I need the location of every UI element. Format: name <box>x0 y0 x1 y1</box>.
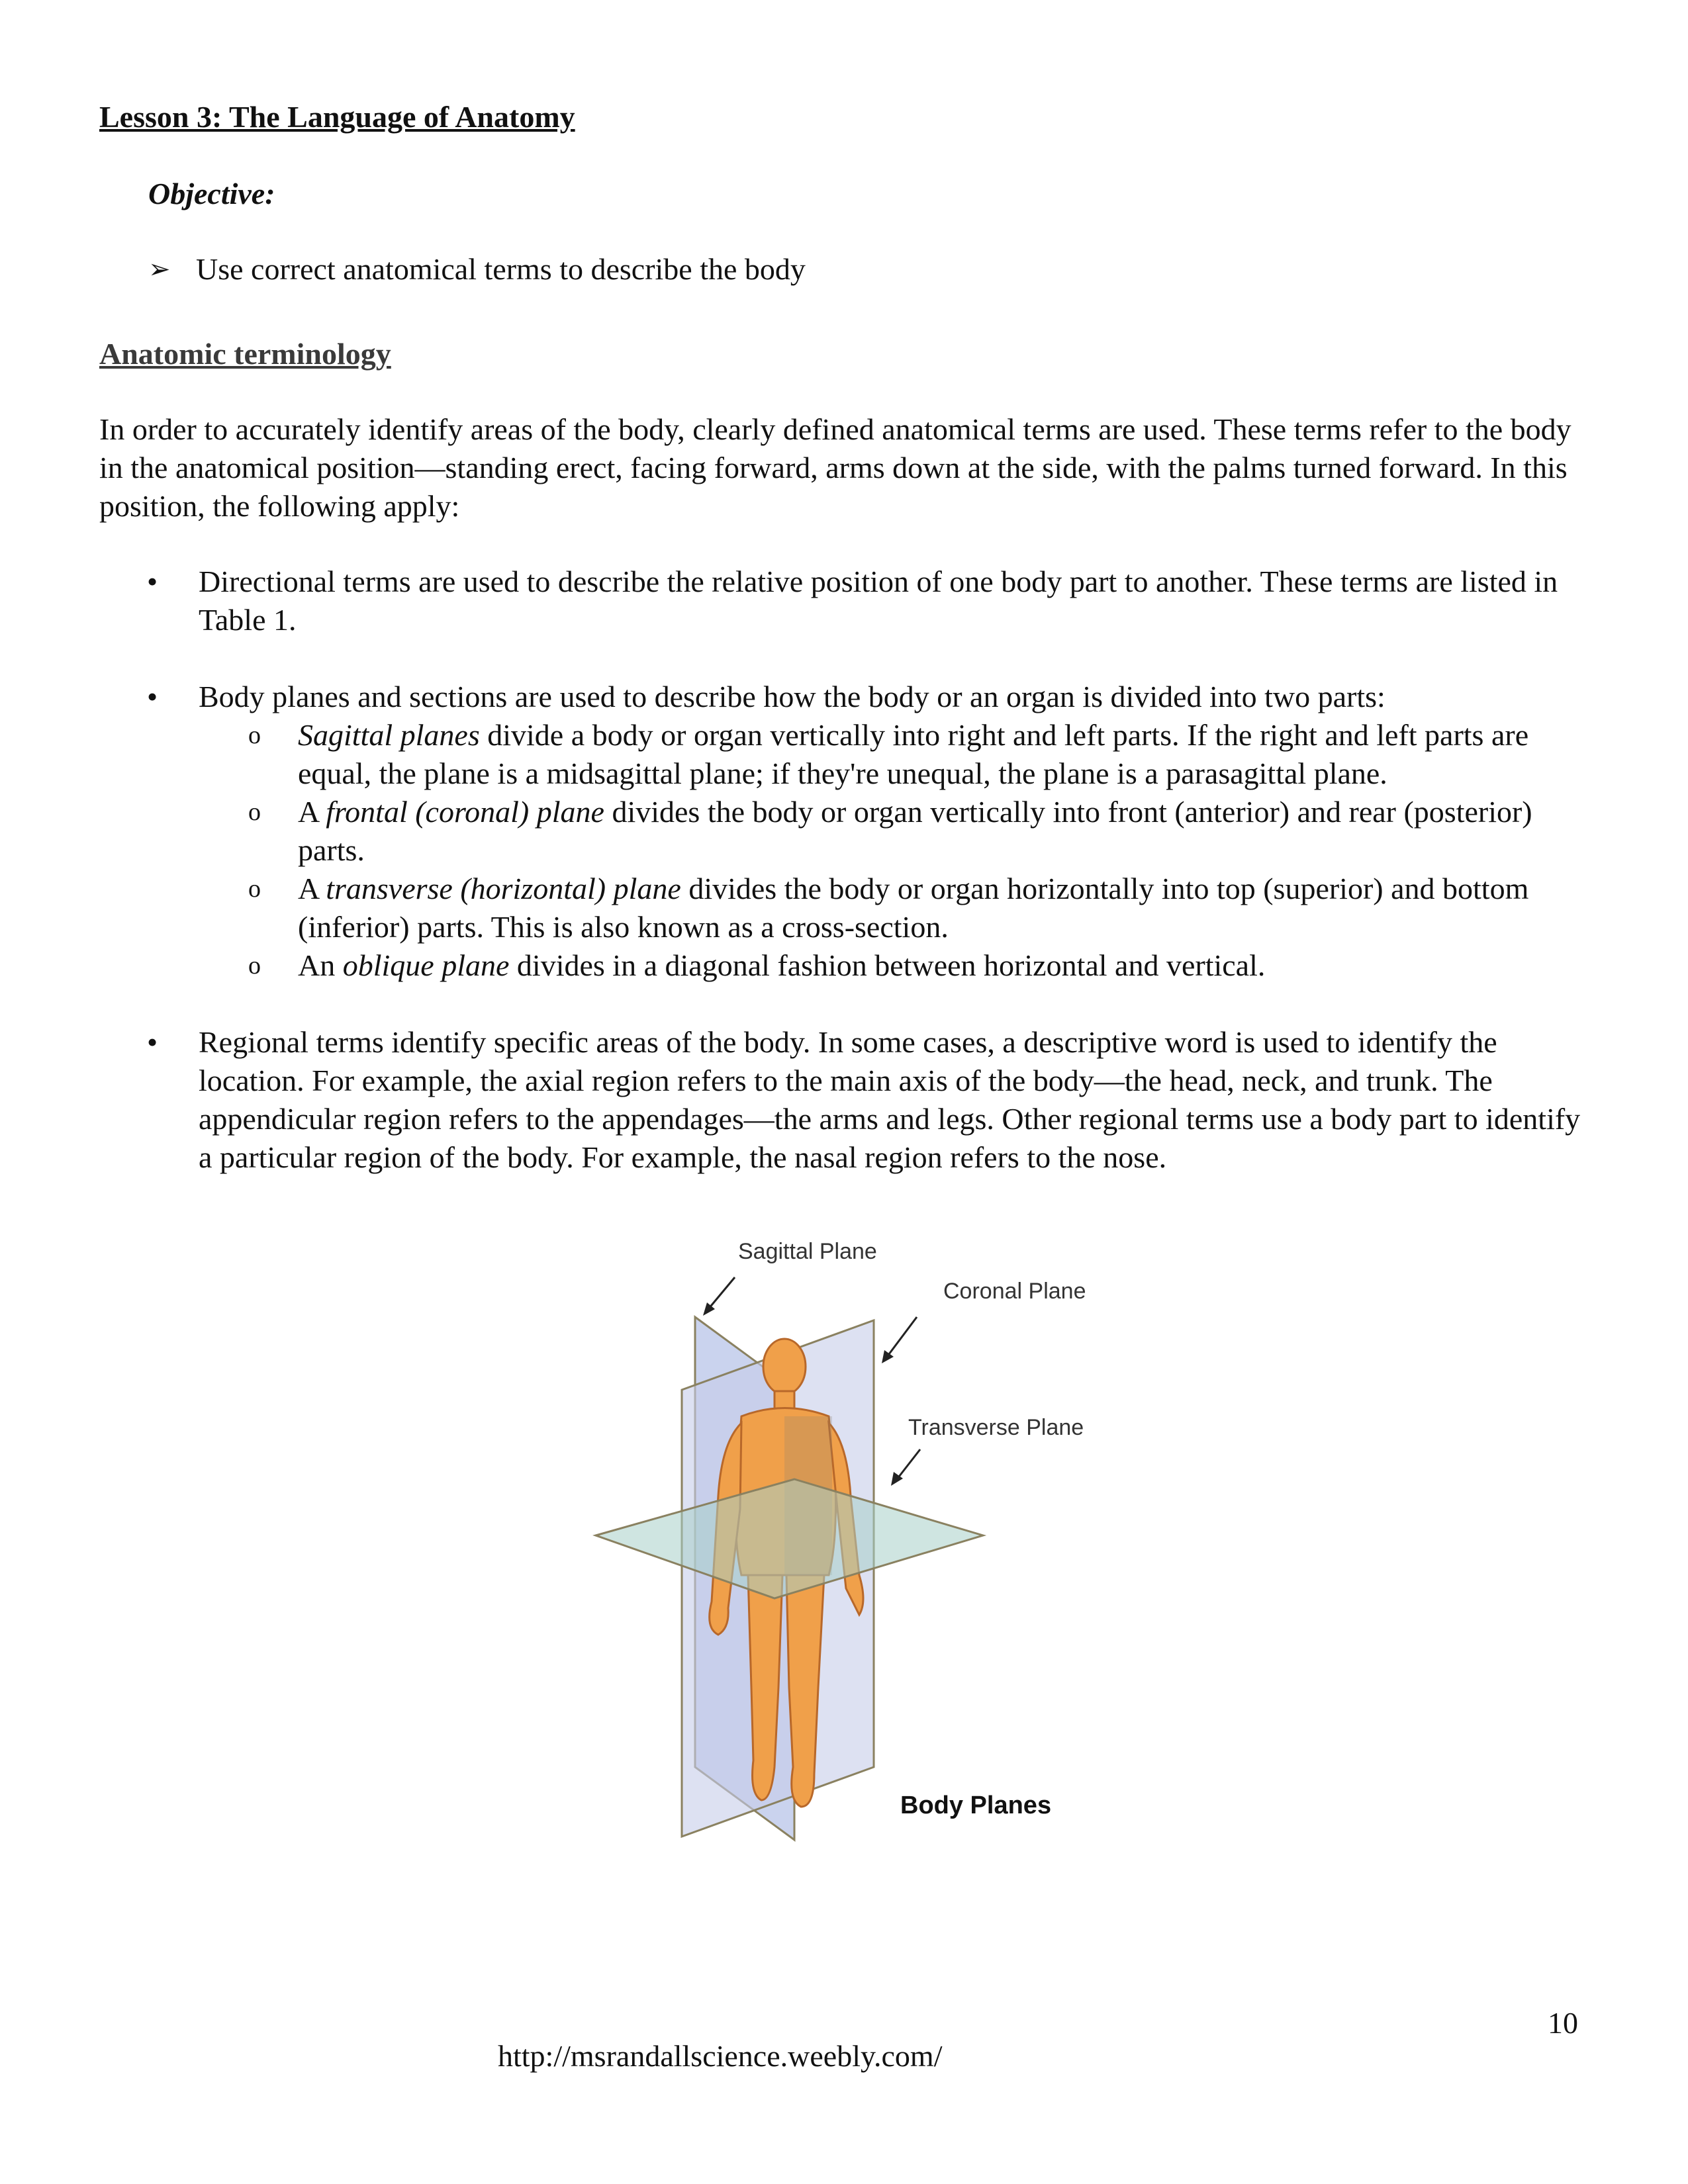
label-coronal: Coronal Plane <box>943 1279 1086 1304</box>
objective-item <box>148 251 806 287</box>
circle-bullet-icon: o <box>248 721 261 749</box>
term-oblique: oblique plane <box>342 948 510 982</box>
list-item-text: Regional terms identify specific areas of the body. In some cases, a descriptive word is used to identify the location. For example, the axial region refers to the main axis of the body—the head, neck, and trunk. The appendicular region refers to the appendages—the arms and legs. Other regional terms use a body part to identify a particular region of the body. For example, the nasal region refers to the nose. <box>199 1025 1581 1174</box>
transverse-plane <box>596 1479 983 1598</box>
sublist-item-sagittal: o Sagittal planes divide a body or organ vertically into right and left parts. If the right and left parts are equal, the plane is a midsagittal plane; if they're unequal, the plane is a parasagittal plane. <box>199 716 1589 793</box>
circle-bullet-icon: o <box>248 875 261 903</box>
label-transverse: Transverse Plane <box>908 1415 1084 1440</box>
list-item-body-planes <box>99 678 1589 985</box>
page-number: 10 <box>1548 2006 1578 2040</box>
intro-paragraph: In order to accurately identify areas of the body, clearly defined anatomical terms are used. These terms refer to the body in the anatomical position—standing erect, facing forward, arms down at the side, with the palms turned forward. In this position, the following apply: <box>99 412 1571 523</box>
sublist-item-oblique: o An oblique plane divides in a diagonal fashion between horizontal and vertical. <box>199 946 1589 985</box>
term-transverse: transverse (horizontal) plane <box>326 872 681 905</box>
bullet-dot-icon: • <box>147 1025 158 1059</box>
planes-sublist <box>199 716 1589 985</box>
label-sagittal: Sagittal Plane <box>738 1239 877 1264</box>
list-item-directional <box>99 563 1589 639</box>
terms-list <box>99 563 1589 1215</box>
list-item-text: Directional terms are used to describe the relative position of one body part to another. These terms are listed in Table 1. <box>199 565 1558 637</box>
section-heading: Anatomic terminology <box>99 337 391 371</box>
term-sagittal: Sagittal planes <box>298 718 480 752</box>
term-frontal: frontal (coronal) plane <box>326 795 604 829</box>
list-item-text: Body planes and sections are used to describe how the body or an organ is divided into two parts: <box>199 680 1385 713</box>
arrow-bullet-icon: ➢ <box>148 253 171 285</box>
body-planes-figure <box>583 1231 1125 1866</box>
sublist-item-transverse: o A transverse (horizontal) plane divides the body or organ horizontally into top (superior) and bottom (inferior) parts. This is also known as a cross-section. <box>199 870 1589 946</box>
bullet-dot-icon: • <box>147 680 158 713</box>
circle-bullet-icon: o <box>248 798 261 826</box>
lesson-title: Lesson 3: The Language of Anatomy <box>99 100 575 134</box>
bullet-dot-icon: • <box>147 565 158 598</box>
objective-item-text: Use correct anatomical terms to describe the body <box>196 252 806 286</box>
list-item-regional <box>99 1023 1589 1177</box>
sublist-item-frontal: o A frontal (coronal) plane divides the body or organ vertically into front (anterior) and rear (posterior) parts. <box>199 793 1589 870</box>
objective-label: Objective: <box>148 177 275 210</box>
circle-bullet-icon: o <box>248 952 261 979</box>
figure-caption: Body Planes <box>900 1792 1052 1819</box>
footer-url[interactable]: http://msrandallscience.weebly.com/ <box>498 2039 943 2073</box>
